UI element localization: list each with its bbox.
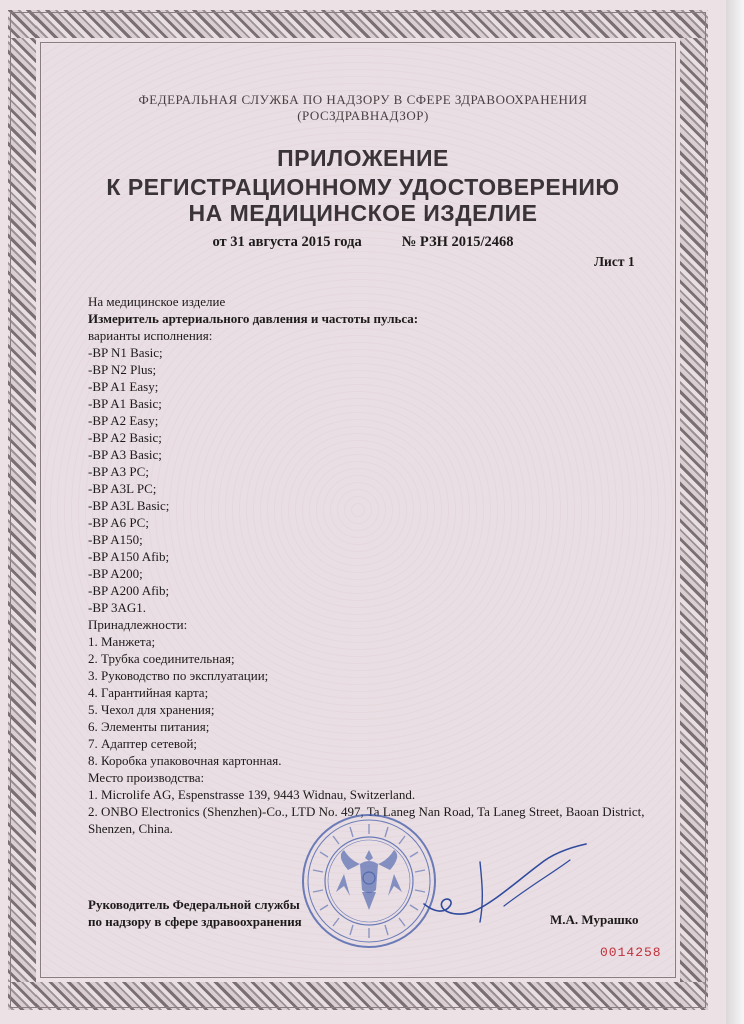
document-body	[88, 293, 668, 837]
official-seal-stamp	[300, 812, 438, 950]
variants-list	[88, 344, 668, 616]
signatory-title-line2: по надзору в сфере здравоохранения	[88, 914, 302, 929]
variant-item: -BP 3AG1.	[88, 600, 147, 615]
signatory-name: М.А. Мурашко	[550, 912, 639, 927]
variant-item: -BP A6 PC;	[88, 515, 149, 530]
agency-abbreviation: (РОСЗДРАВНАДЗОР)	[297, 108, 429, 123]
variant-item: -BP A150 Afib;	[88, 549, 170, 564]
accessories-list	[88, 633, 668, 769]
accessory-item: 4. Гарантийная карта;	[88, 685, 209, 700]
manufacture-item: 1. Microlife AG, Espenstrasse 139, 9443 Widnau, Switzerland.	[88, 787, 416, 802]
registration-number: № РЗН 2015/2468	[401, 234, 514, 250]
accessory-item: 5. Чехол для хранения;	[88, 702, 215, 717]
variant-item: -BP A3 Basic;	[88, 447, 162, 462]
variant-item: -BP A3L Basic;	[88, 498, 170, 513]
document-title-line2: К РЕГИСТРАЦИОННОМУ УДОСТОВЕРЕНИЮ	[106, 174, 620, 200]
manufacture-label: Место производства:	[88, 770, 205, 785]
accessory-item: 3. Руководство по эксплуатации;	[88, 668, 269, 683]
variant-item: -BP N1 Basic;	[88, 345, 163, 360]
variant-item: -BP A3 PC;	[88, 464, 149, 479]
manufacture-item: 2. ONBO Electronics (Shenzhen)-Co., LTD No. 497, Ta Laneg Nan Road, Ta Laneg Street, Baoan District, Shenzen, China.	[88, 804, 645, 836]
variant-item: -BP A200 Afib;	[88, 583, 170, 598]
variant-item: -BP A200;	[88, 566, 143, 581]
variant-item: -BP A1 Easy;	[88, 379, 159, 394]
document-title-line3: НА МЕДИЦИНСКОЕ ИЗДЕЛИЕ	[188, 200, 538, 226]
accessory-item: 1. Манжета;	[88, 634, 156, 649]
device-name: Измеритель артериального давления и частоты пульса:	[88, 311, 419, 326]
document-title-line1: ПРИЛОЖЕНИЕ	[277, 145, 449, 171]
accessory-item: 7. Адаптер сетевой;	[88, 736, 198, 751]
accessory-item: 2. Трубка соединительная;	[88, 651, 235, 666]
variant-item: -BP A1 Basic;	[88, 396, 162, 411]
accessory-item: 8. Коробка упаковочная картонная.	[88, 753, 282, 768]
sheet-number: Лист 1	[594, 254, 635, 269]
variant-item: -BP A2 Basic;	[88, 430, 162, 445]
signatory-title	[88, 896, 302, 930]
serial-number: 0014258	[600, 945, 662, 960]
issue-date-number	[0, 234, 726, 251]
background-edge	[726, 0, 744, 1024]
variant-item: -BP A3L PC;	[88, 481, 157, 496]
variant-item: -BP N2 Plus;	[88, 362, 157, 377]
variants-label: варианты исполнения:	[88, 328, 213, 343]
variant-item: -BP A2 Easy;	[88, 413, 159, 428]
issue-date: от 31 августа 2015 года	[212, 234, 362, 250]
intro-text: На медицинское изделие	[88, 294, 226, 309]
accessories-label: Принадлежности:	[88, 617, 188, 632]
agency-name: ФЕДЕРАЛЬНАЯ СЛУЖБА ПО НАДЗОРУ В СФЕРЕ ЗДРАВООХРАНЕНИЯ	[138, 92, 588, 107]
signatory-title-line1: Руководитель Федеральной службы	[88, 897, 300, 912]
accessory-item: 6. Элементы питания;	[88, 719, 210, 734]
variant-item: -BP A150;	[88, 532, 143, 547]
